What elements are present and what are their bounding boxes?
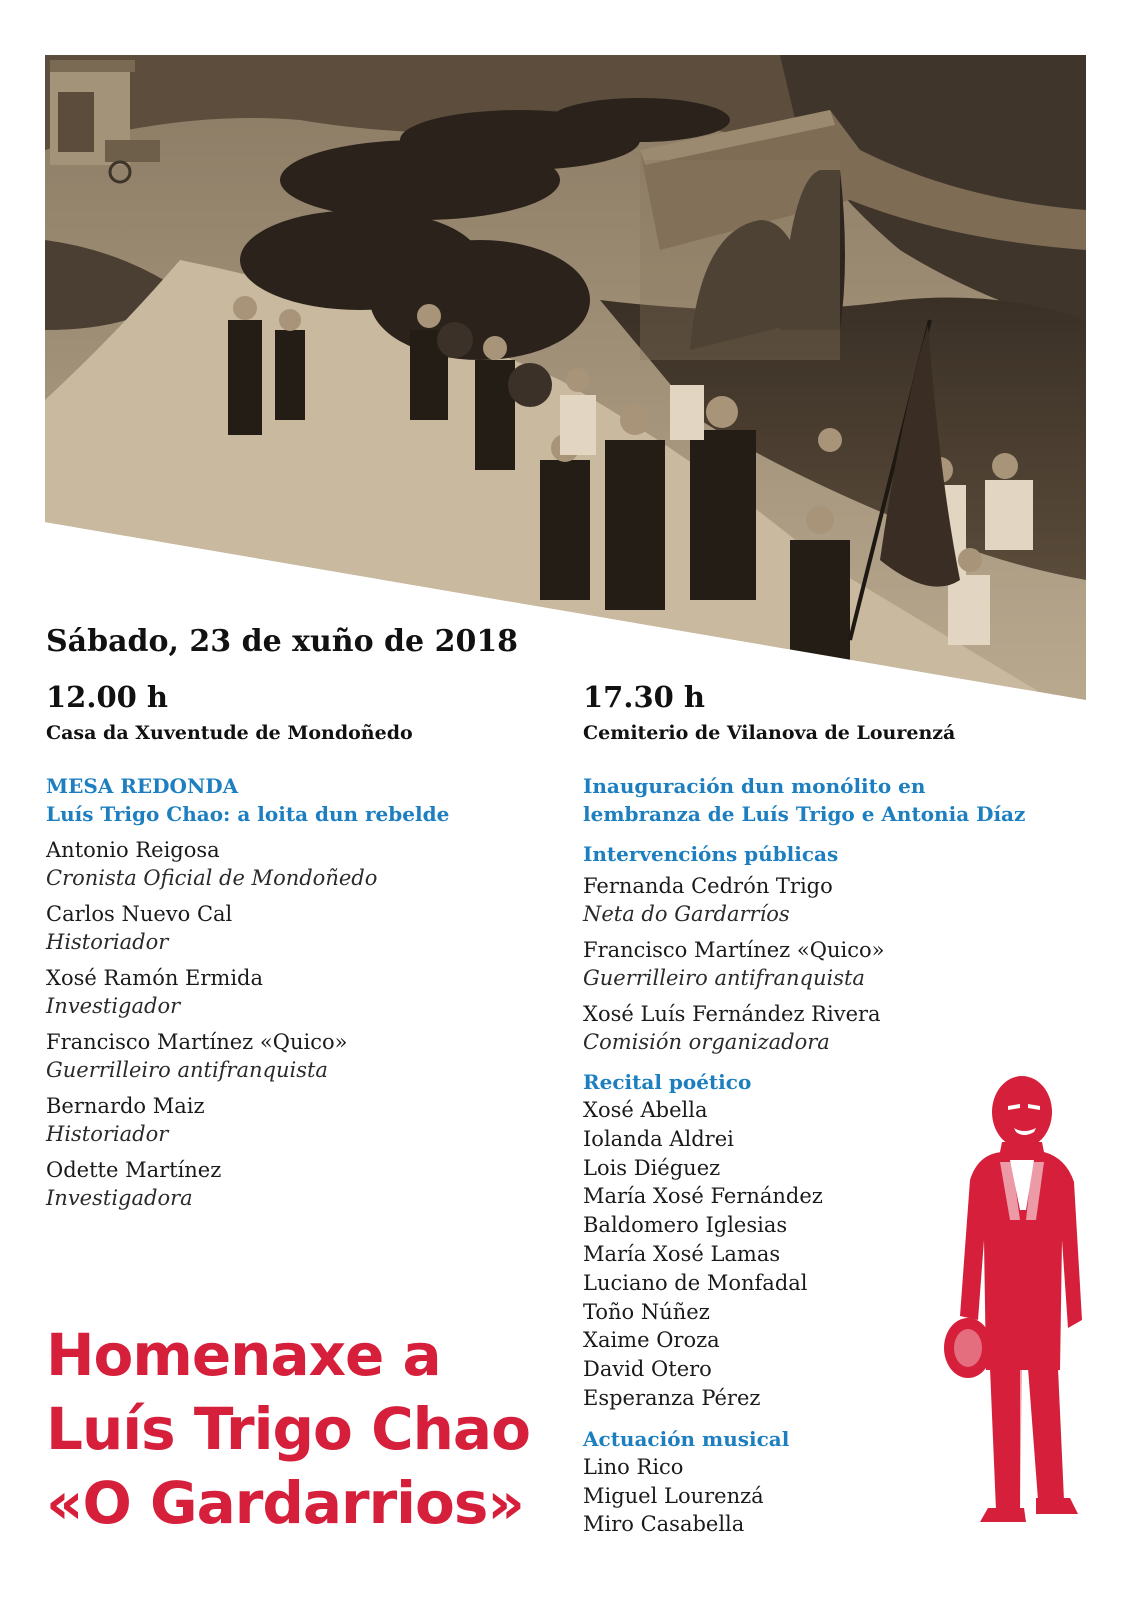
participant	[46, 1028, 546, 1084]
speaker-role: Neta do Gardarríos	[583, 902, 790, 926]
title-line: Homenaxe a	[46, 1321, 441, 1389]
afternoon-time: 17.30 h	[583, 680, 705, 714]
speaker-role: Comisión organizadora	[583, 1030, 830, 1054]
speaker-name: Xosé Luís Fernández Rivera	[583, 1002, 881, 1026]
morning-session	[46, 680, 546, 1212]
poet-name: Xaime Oroza	[583, 1328, 720, 1353]
round-table-subtitle: Luís Trigo Chao: a loita dun rebelde	[46, 802, 450, 826]
musician-name: Lino Rico	[583, 1454, 684, 1479]
inauguration-line: Inauguración dun monólito en	[583, 774, 926, 798]
participant-name: Bernardo Maiz	[46, 1094, 205, 1118]
round-table-heading: MESA REDONDA	[46, 774, 239, 798]
gardarrios-silhouette	[940, 1070, 1090, 1540]
poet-name: Luciano de Monfadal	[583, 1270, 808, 1295]
speaker	[583, 872, 1103, 928]
participant-role: Cronista Oficial de Mondoñedo	[46, 866, 378, 890]
participant-role: Investigador	[46, 994, 181, 1018]
speaker	[583, 936, 1103, 992]
participant-role: Historiador	[46, 930, 169, 954]
historical-photo	[0, 0, 1131, 720]
speaker-name: Francisco Martínez «Quico»	[583, 938, 885, 962]
participant	[46, 964, 546, 1020]
participant-role: Guerrilleiro antifranquista	[46, 1058, 328, 1082]
participant-name: Carlos Nuevo Cal	[46, 902, 233, 926]
music-heading: Actuación musical	[583, 1426, 790, 1451]
participant	[46, 1156, 546, 1212]
participant-name: Antonio Reigosa	[46, 838, 220, 862]
participant-role: Historiador	[46, 1122, 169, 1146]
speaker-role: Guerrilleiro antifranquista	[583, 966, 865, 990]
poet-name: María Xosé Fernández	[583, 1184, 823, 1209]
poet-name: Toño Núñez	[583, 1299, 710, 1324]
poet-name: María Xosé Lamas	[583, 1241, 781, 1266]
participant	[46, 1092, 546, 1148]
poet-name: David Otero	[583, 1357, 712, 1382]
photo-illustration	[0, 0, 1131, 720]
participant-name: Francisco Martínez «Quico»	[46, 1030, 348, 1054]
event-title	[46, 1318, 606, 1540]
interventions-heading: Intervencións públicas	[583, 842, 839, 866]
recital-heading: Recital poético	[583, 1070, 752, 1094]
speaker	[583, 1000, 1103, 1056]
participant	[46, 836, 546, 892]
poet-name: Esperanza Pérez	[583, 1385, 761, 1410]
event-date: Sábado, 23 de xuño de 2018	[46, 624, 519, 659]
participant-role: Investigadora	[46, 1186, 193, 1210]
morning-venue: Casa da Xuventude de Mondoñedo	[46, 722, 413, 744]
musician-name: Miguel Lourenzá	[583, 1483, 764, 1508]
inauguration-line: lembranza de Luís Trigo e Antonia Díaz	[583, 802, 1026, 826]
poet-name: Iolanda Aldrei	[583, 1126, 734, 1151]
title-line: «O Gardarrios»	[46, 1469, 524, 1537]
musician-name: Miro Casabella	[583, 1512, 745, 1537]
afternoon-venue: Cemiterio de Vilanova de Lourenzá	[583, 722, 956, 744]
participant-name: Xosé Ramón Ermida	[46, 966, 264, 990]
participant-name: Odette Martínez	[46, 1158, 222, 1182]
morning-time: 12.00 h	[46, 680, 168, 714]
title-line: Luís Trigo Chao	[46, 1395, 530, 1463]
poet-name: Xosé Abella	[583, 1098, 708, 1122]
participant	[46, 900, 546, 956]
man-figure-illustration	[940, 1070, 1090, 1540]
poet-name: Lois Diéguez	[583, 1155, 721, 1180]
poet-name: Baldomero Iglesias	[583, 1213, 788, 1238]
speaker-name: Fernanda Cedrón Trigo	[583, 874, 833, 898]
